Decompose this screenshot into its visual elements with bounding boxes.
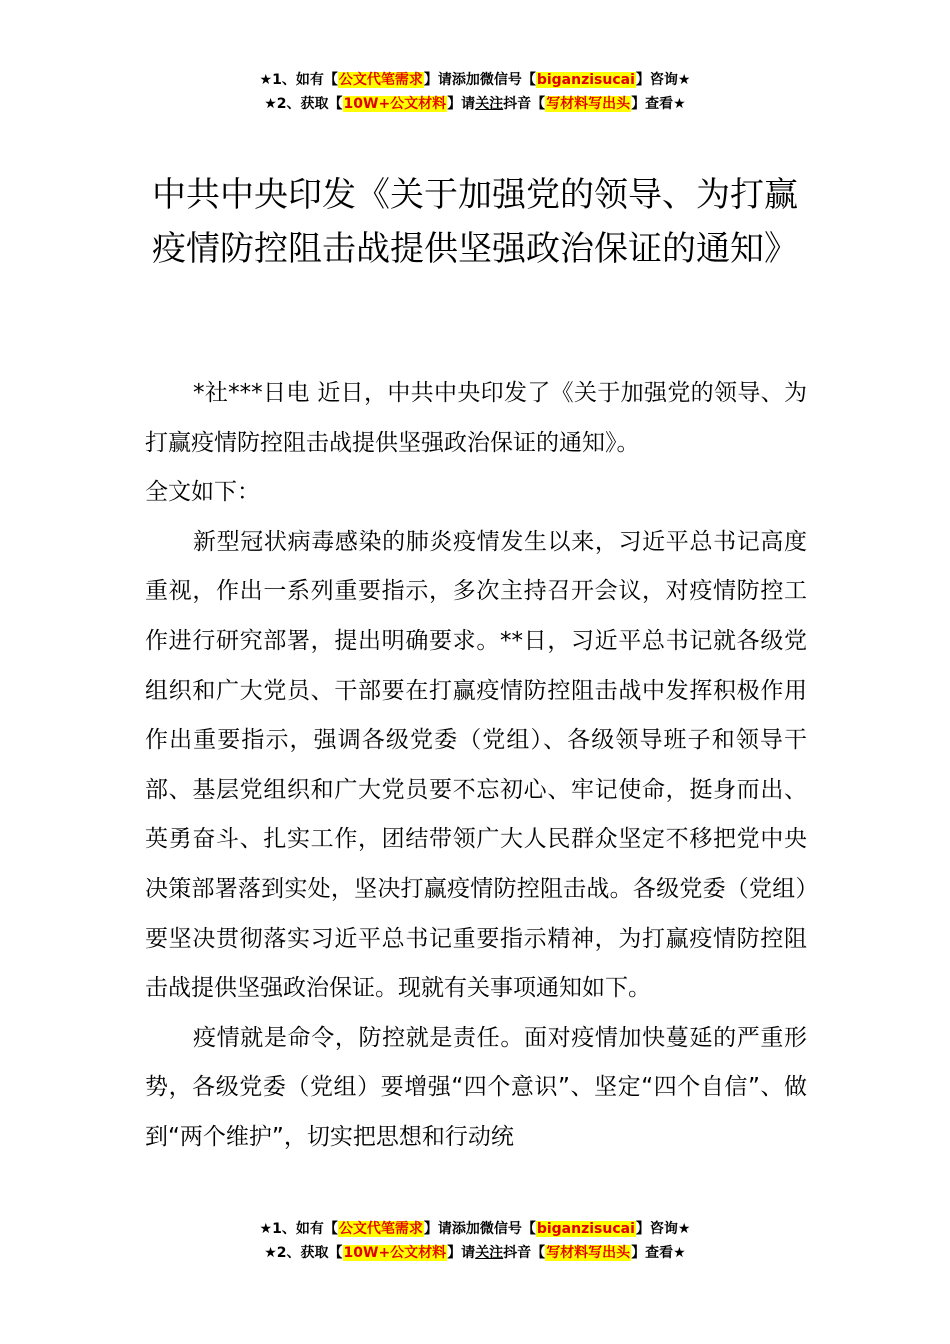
paragraph: 新型冠状病毒感染的肺炎疫情发生以来，习近平总书记高度重视，作出一系列重要指示，多次主持召开会议，对疫情防控工作进行研究部署，提出明确要求。**日，习近平总书记就各级党组织和广大党员、干部要在打赢疫情防控阻击战中发挥积极作用作出重要指示，强调各级党委（党组）、各级领导班子和领导干部、基层党组织和广大党员要不忘初心、牢记使命，挺身而出、英勇奋斗、扎实工作，团结带领广大人民群众坚定不移把党中央决策部署落到实处，坚决打赢疫情防控阻击战。各级党委（党组）要坚决贯彻落实习近平总书记重要指示精神，为打赢疫情防控阻击战提供坚强政治保证。现就有关事项通知如下。 <box>145 528 807 1002</box>
promo-text: 抖音【 <box>503 96 546 112</box>
wechat-id-highlight: biganzisucai <box>536 72 635 88</box>
paragraph-lead: *社***日电 近日，中共中央印发了《关于加强党的领导、为打赢疫情防控阻击战提供坚强政治保证的通知》。 <box>145 380 807 456</box>
promo-text: ★1、如有【 <box>259 72 338 88</box>
promo-text: 】咨询★ <box>635 1221 691 1237</box>
paragraph-intro: 全文如下： <box>145 479 260 506</box>
promo-banner-bottom <box>0 1217 950 1265</box>
promo-highlight: 10W+公文材料 <box>343 1245 447 1261</box>
promo-line-1 <box>0 68 950 92</box>
document-body <box>145 369 807 1163</box>
promo-text: 】查看★ <box>631 96 686 112</box>
promo-text: 抖音【 <box>503 1245 546 1261</box>
douyin-id-highlight: 写材料写出头 <box>546 1245 631 1261</box>
douyin-id-highlight: 写材料写出头 <box>546 96 631 112</box>
promo-highlight: 10W+公文材料 <box>343 96 447 112</box>
promo-text: 】请添加微信号【 <box>423 72 536 88</box>
promo-line-2 <box>0 92 950 116</box>
promo-line-2 <box>0 1241 950 1265</box>
promo-highlight: 公文代笔需求 <box>338 1221 423 1237</box>
document-title: 中共中央印发《关于加强党的领导、为打赢疫情防控阻击战提供坚强政治保证的通知》 <box>152 175 798 269</box>
promo-line-1 <box>0 1217 950 1241</box>
promo-text: ★2、获取【 <box>264 96 343 112</box>
wechat-id-highlight: biganzisucai <box>536 1221 635 1237</box>
promo-text: ★1、如有【 <box>259 1221 338 1237</box>
promo-text: ★2、获取【 <box>264 1245 343 1261</box>
promo-text: 】请 <box>447 1245 476 1261</box>
promo-text: 】请添加微信号【 <box>423 1221 536 1237</box>
promo-text: 】请 <box>447 96 476 112</box>
paragraph: 疫情就是命令，防控就是责任。面对疫情加快蔓延的严重形势，各级党委（党组）要增强“四个意识”、坚定“四个自信”、做到“两个维护”，切实把思想和行动统 <box>145 1024 807 1150</box>
promo-underlined: 关注 <box>475 96 504 112</box>
promo-text: 】咨询★ <box>635 72 691 88</box>
promo-banner-top <box>0 68 950 116</box>
promo-text: 】查看★ <box>631 1245 686 1261</box>
promo-underlined: 关注 <box>475 1245 504 1261</box>
promo-highlight: 公文代笔需求 <box>338 72 423 88</box>
